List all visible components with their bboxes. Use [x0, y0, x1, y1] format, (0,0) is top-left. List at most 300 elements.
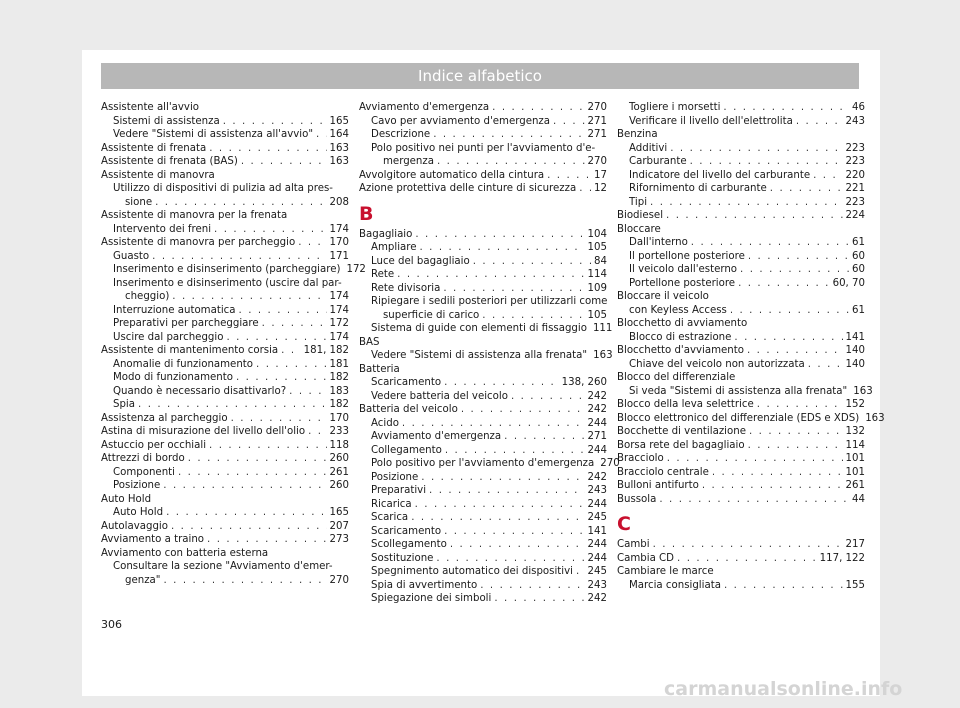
entry-page: 174: [329, 223, 349, 235]
entry-text: Bagagliaio: [359, 228, 413, 240]
entry-page: 118: [329, 439, 349, 451]
dot-leader: [239, 304, 327, 318]
entry-text: superficie di carico: [383, 309, 480, 321]
index-entry: [359, 444, 607, 458]
entry-text: Bloccare il veicolo: [617, 291, 709, 302]
index-entry: [101, 142, 349, 156]
entry-text: Indicatore del livello del carburante: [629, 169, 811, 181]
entry-text: Avviamento d'emergenza: [359, 102, 490, 113]
index-entry: [101, 317, 349, 331]
dot-leader: [421, 471, 584, 485]
index-entry: [101, 425, 349, 439]
entry-text: Ampliare: [371, 242, 417, 253]
entry-page: 223: [845, 196, 865, 208]
dot-leader: [411, 511, 584, 525]
page-header: Indice alfabetico: [101, 63, 859, 89]
index-entry: [359, 295, 607, 309]
entry-text: Assistente di manovra per parcheggio: [101, 237, 296, 248]
dot-leader: [444, 376, 559, 390]
dot-leader: [308, 425, 326, 439]
entry-page: 60: [852, 250, 865, 262]
index-entry: [359, 336, 607, 350]
index-entry: [359, 484, 607, 498]
index-entry: [359, 538, 607, 552]
entry-page: 221: [845, 183, 865, 194]
entry-page: 163: [865, 412, 885, 424]
entry-text: Ricarica: [371, 498, 412, 510]
dot-leader: [281, 344, 300, 358]
entry-text: Batteria del veicolo: [359, 404, 458, 415]
entry-text: Inserimento e disinserimento (uscire dal par-: [113, 277, 342, 289]
entry-page: 260: [329, 453, 349, 464]
entry-page: 84: [594, 255, 607, 267]
entry-text: Dall'interno: [629, 237, 688, 248]
entry-page: 245: [587, 566, 607, 577]
index-entry: [359, 471, 607, 485]
dot-leader: [748, 439, 843, 453]
dot-leader: [256, 358, 327, 372]
index-entry: [359, 241, 607, 255]
dot-leader: [262, 317, 327, 331]
entry-text: Assistente di manovra per la frenata: [101, 210, 288, 221]
dot-leader: [209, 142, 326, 156]
index-entry: [359, 115, 607, 129]
entry-page: 242: [587, 471, 607, 483]
dot-leader: [650, 196, 843, 210]
index-entry: [101, 574, 349, 588]
entry-text: cheggio): [125, 291, 170, 302]
entry-page: 244: [587, 539, 607, 550]
entry-page: 105: [587, 242, 607, 253]
entry-text: Spiegazione dei simboli: [371, 593, 492, 604]
entry-page: 271: [587, 129, 607, 140]
entry-text: Spia: [113, 399, 136, 410]
entry-text: Assistente di manovra: [101, 169, 215, 181]
entry-page: 261: [329, 466, 349, 478]
entry-text: Guasto: [113, 250, 150, 262]
page-number: 306: [101, 618, 122, 631]
dot-leader: [207, 533, 327, 547]
index-entry: [359, 282, 607, 296]
entry-text: Utilizzo di dispositivi di pulizia ad alta pres-: [113, 183, 333, 194]
entry-text: Blocco del differenziale: [617, 372, 736, 383]
index-entry: [359, 376, 607, 390]
entry-page: 12: [594, 183, 607, 194]
entry-text: Assistente di mantenimento corsia: [101, 345, 279, 356]
index-entry: [359, 430, 607, 444]
entry-page: 244: [587, 417, 607, 429]
index-entry: [617, 115, 865, 129]
index-entry: [617, 425, 865, 439]
entry-page: 163: [329, 142, 349, 154]
index-entry: [101, 128, 349, 142]
dot-leader: [702, 479, 843, 493]
index-entry: [101, 533, 349, 547]
entry-page: 101: [845, 453, 865, 464]
dot-leader: [724, 579, 843, 593]
index-entry: [101, 547, 349, 561]
dot-leader: [734, 331, 842, 345]
entry-page: 109: [587, 282, 607, 294]
entry-text: BAS: [359, 336, 380, 348]
entry-text: Bloccare: [617, 223, 661, 235]
dot-leader: [504, 430, 584, 444]
entry-page: 114: [845, 439, 865, 451]
entry-page: 208: [329, 196, 349, 208]
entry-text: Polo positivo per l'avviamento d'emergenza: [371, 458, 595, 469]
dot-leader: [188, 452, 327, 466]
index-column-2: [359, 101, 620, 606]
entry-page: 170: [329, 237, 349, 248]
index-entry: [617, 412, 885, 426]
entry-page: 245: [587, 512, 607, 523]
entry-text: Batteria: [359, 363, 400, 375]
dot-leader: [178, 466, 327, 480]
entry-text: genza": [125, 574, 161, 586]
index-entry: [617, 398, 865, 412]
dot-leader: [163, 479, 326, 493]
entry-text: Scaricamento: [371, 377, 442, 388]
entry-text: Assistente all'avvio: [101, 102, 200, 113]
index-entry: [101, 452, 349, 466]
index-entry: [101, 331, 349, 345]
entry-page: 217: [845, 539, 865, 550]
dot-leader: [730, 304, 849, 318]
index-entry: [617, 439, 865, 453]
entry-page: 174: [329, 291, 349, 302]
entry-page: 181, 182: [303, 345, 349, 356]
entry-page: 163: [853, 385, 873, 397]
index-entry: [101, 155, 349, 169]
index-entry: [617, 479, 865, 493]
index-entry: [617, 579, 865, 593]
entry-text: Verificare il livello dell'elettrolita: [629, 115, 793, 127]
entry-text: Sostituzione: [371, 552, 434, 564]
entry-text: Posizione: [113, 480, 161, 491]
entry-page: 223: [845, 156, 865, 167]
entry-page: 242: [587, 404, 607, 415]
entry-page: 244: [587, 444, 607, 456]
entry-text: Bracciolo centrale: [617, 466, 709, 478]
dot-leader: [231, 412, 327, 426]
section-letter: B: [359, 202, 374, 225]
index-entry: [101, 398, 349, 412]
entry-page: 117, 122: [819, 552, 865, 564]
index-entry: [101, 304, 349, 318]
dot-leader: [511, 390, 585, 404]
entry-text: Cambiare le marce: [617, 566, 714, 577]
entry-text: Additivi: [629, 142, 668, 154]
entry-page: 220: [845, 169, 865, 181]
entry-page: 105: [587, 309, 607, 321]
entry-text: Acido: [371, 417, 399, 429]
entry-text: Scaricamento: [371, 525, 442, 537]
dot-leader: [576, 565, 585, 579]
dot-leader: [808, 358, 843, 372]
entry-page: 260: [329, 480, 349, 491]
entry-text: Posizione: [371, 471, 419, 483]
index-entry: [617, 155, 865, 169]
index-entry: [101, 493, 349, 507]
entry-page: 138, 260: [561, 377, 607, 388]
entry-text: Uscire dal parcheggio: [113, 331, 224, 343]
index-entry: [617, 493, 865, 507]
entry-page: 17: [594, 169, 607, 181]
entry-page: 132: [845, 426, 865, 437]
entry-text: Assistente di frenata (BAS): [101, 156, 238, 167]
entry-text: Blocco della leva selettrice: [617, 399, 754, 410]
index-entry: [101, 169, 349, 183]
dot-leader: [397, 268, 584, 282]
entry-page: 243: [845, 115, 865, 127]
dot-leader: [436, 552, 584, 566]
entry-page: 182: [329, 399, 349, 410]
index-entry: [359, 169, 607, 183]
entry-text: Vedere "Sistemi di assistenza alla frenata": [371, 350, 588, 361]
dot-leader: [298, 236, 326, 250]
entry-text: Astina di misurazione del livello dell'olio: [101, 426, 306, 437]
index-column-3: [617, 101, 885, 592]
dot-leader: [667, 452, 843, 466]
index-entry: [617, 452, 865, 466]
entry-page: 165: [329, 507, 349, 518]
entry-text: Vedere batteria del veicolo: [371, 390, 508, 402]
index-entry: [101, 344, 349, 358]
dot-leader: [236, 371, 327, 385]
watermark: carmanualsonline.info: [664, 678, 903, 700]
entry-text: Avvolgitore automatico della cintura: [359, 169, 545, 181]
entry-page: 174: [329, 304, 349, 316]
index-entry: [101, 371, 349, 385]
dot-leader: [415, 498, 585, 512]
entry-page: 271: [587, 115, 607, 127]
entry-text: Descrizione: [371, 129, 431, 140]
entry-text: Si veda "Sistemi di assistenza alla frenata": [629, 385, 848, 397]
index-entry: [617, 101, 865, 115]
dot-leader: [444, 525, 584, 539]
index-entry: [101, 209, 349, 223]
dot-leader: [209, 439, 327, 453]
dot-leader: [163, 574, 326, 588]
entry-text: sione: [125, 196, 153, 208]
index-entry: [359, 228, 607, 242]
dot-leader: [214, 223, 327, 237]
dot-leader: [445, 444, 585, 458]
entry-text: Collegamento: [371, 444, 442, 456]
entry-page: 46: [852, 102, 865, 113]
dot-leader: [443, 282, 584, 296]
dot-leader: [461, 403, 585, 417]
entry-page: 163: [593, 350, 613, 361]
dot-leader: [796, 115, 843, 129]
index-entry: [101, 385, 349, 399]
entry-text: Assistente di frenata: [101, 142, 207, 154]
index-entry: [617, 128, 865, 142]
index-entry: [617, 304, 865, 318]
entry-text: Bocchette di ventilazione: [617, 426, 746, 437]
dot-leader: [670, 142, 842, 156]
index-entry: [617, 196, 865, 210]
entry-text: Togliere i morsetti: [629, 102, 721, 113]
entry-page: 155: [845, 579, 865, 591]
entry-page: 152: [845, 399, 865, 410]
entry-text: Spia di avvertimento: [371, 579, 478, 591]
dot-leader: [138, 398, 327, 412]
entry-text: Auto Hold: [101, 493, 152, 505]
entry-page: 60: [852, 264, 865, 275]
dot-leader: [473, 255, 591, 269]
entry-text: mergenza: [383, 156, 434, 167]
entry-page: 181: [329, 358, 349, 370]
entry-page: 242: [587, 390, 607, 402]
index-entry: [101, 196, 349, 210]
entry-page: 44: [852, 493, 865, 505]
entry-text: Blocco elettronico del differenziale (EDS e XDS): [617, 412, 860, 424]
dot-leader: [429, 484, 585, 498]
index-entry: [359, 182, 607, 196]
entry-page: 182: [329, 372, 349, 383]
entry-page: 244: [587, 552, 607, 564]
index-entry: [617, 565, 865, 579]
entry-text: Avviamento con batteria esterna: [101, 547, 269, 559]
index-entry: [101, 358, 349, 372]
index-entry: [101, 101, 349, 115]
index-entry: [359, 457, 620, 471]
entry-page: 141: [587, 525, 607, 537]
entry-text: Bulloni antifurto: [617, 480, 699, 491]
dot-leader: [171, 520, 327, 534]
index-entry: [359, 498, 607, 512]
entry-page: 61: [852, 304, 865, 316]
index-entry: [101, 520, 349, 534]
dot-leader: [152, 250, 326, 264]
entry-page: 61: [852, 237, 865, 248]
entry-text: Rete: [371, 269, 395, 280]
dot-leader: [747, 344, 843, 358]
entry-text: Cambia CD: [617, 552, 675, 564]
dot-leader: [226, 331, 326, 345]
index-entry: [359, 128, 607, 142]
entry-text: Preparativi per parcheggiare: [113, 318, 259, 329]
dot-leader: [691, 236, 849, 250]
index-entry: [359, 309, 607, 323]
entry-text: Azione protettiva delle cinture di sicurezza: [359, 183, 577, 194]
entry-text: Carburante: [629, 156, 687, 167]
entry-text: Il veicolo dall'esterno: [629, 264, 738, 275]
entry-text: Sistema di guide con elementi di fissaggio: [371, 323, 587, 334]
index-entry: [101, 290, 349, 304]
entry-page: 140: [845, 358, 865, 370]
entry-text: Autolavaggio: [101, 520, 168, 532]
dot-leader: [316, 128, 327, 142]
index-entry: [617, 250, 865, 264]
entry-text: Astuccio per occhiali: [101, 439, 207, 451]
entry-page: 233: [329, 426, 349, 437]
dot-leader: [677, 552, 817, 566]
index-entry: [617, 236, 865, 250]
index-entry: [101, 506, 349, 520]
entry-page: 163: [329, 156, 349, 167]
dot-leader: [494, 592, 584, 606]
index-entry: [359, 403, 607, 417]
index-entry: [617, 209, 865, 223]
entry-text: Intervento dei freni: [113, 223, 212, 235]
index-entry: [101, 223, 349, 237]
index-entry: [359, 255, 607, 269]
entry-text: Attrezzi di bordo: [101, 453, 185, 464]
entry-text: Quando è necessario disattivarlo?: [113, 385, 287, 397]
section-letter: C: [617, 513, 631, 535]
index-entry: [617, 169, 865, 183]
dot-leader: [723, 101, 849, 115]
entry-page: 111: [592, 323, 613, 334]
entry-text: Ripiegare i sedili posteriori per utilizzarli come: [371, 296, 608, 307]
dot-leader: [749, 425, 843, 439]
index-column-1: [101, 101, 366, 587]
entry-page: 101: [845, 466, 865, 478]
dot-leader: [712, 466, 843, 480]
index-entry: [101, 182, 349, 196]
dot-leader: [653, 538, 843, 552]
index-entry: [359, 525, 607, 539]
entry-page: 270: [587, 156, 607, 167]
entry-text: Blocchetto d'avviamento: [617, 345, 744, 356]
entry-page: 174: [329, 331, 349, 343]
index-entry: [617, 223, 865, 237]
dot-leader: [748, 250, 849, 264]
dot-leader: [289, 385, 326, 399]
index-entry: [617, 538, 865, 552]
entry-page: 60, 70: [832, 277, 865, 289]
dot-leader: [241, 155, 327, 169]
index-entry: [617, 552, 865, 566]
dot-leader: [450, 538, 585, 552]
entry-text: Il portellone posteriore: [629, 250, 745, 262]
index-entry: [359, 565, 607, 579]
entry-page: 271: [587, 431, 607, 442]
entry-text: Inserimento e disinserimento (parcheggiare): [113, 264, 341, 275]
dot-leader: [813, 169, 842, 183]
entry-text: Blocchetto di avviamento: [617, 318, 748, 329]
dot-leader: [420, 241, 585, 255]
dot-leader: [659, 493, 849, 507]
entry-text: con Keyless Access: [629, 304, 727, 316]
entry-text: Assistenza al parcheggio: [101, 412, 228, 424]
index-entry: [359, 363, 607, 377]
index-entry: [617, 142, 865, 156]
dot-leader: [480, 579, 584, 593]
entry-text: Spegnimento automatico dei dispositivi: [371, 566, 573, 577]
index-entry: [101, 439, 349, 453]
entry-text: Blocco di estrazione: [629, 331, 732, 343]
index-entry: [101, 236, 349, 250]
dot-leader: [223, 115, 327, 129]
entry-page: 165: [329, 115, 349, 127]
entry-page: 207: [329, 520, 349, 532]
index-entry: [617, 344, 865, 358]
index-entry: [101, 263, 366, 277]
dot-leader: [172, 290, 326, 304]
index-entry: [617, 358, 865, 372]
entry-text: Biodiesel: [617, 210, 664, 221]
entry-page: 104: [587, 228, 607, 240]
entry-page: 242: [587, 593, 607, 604]
entry-page: 223: [845, 142, 865, 154]
index-entry: [101, 277, 349, 291]
dot-leader: [433, 128, 584, 142]
entry-page: 172: [329, 318, 349, 329]
entry-page: 114: [587, 269, 607, 280]
